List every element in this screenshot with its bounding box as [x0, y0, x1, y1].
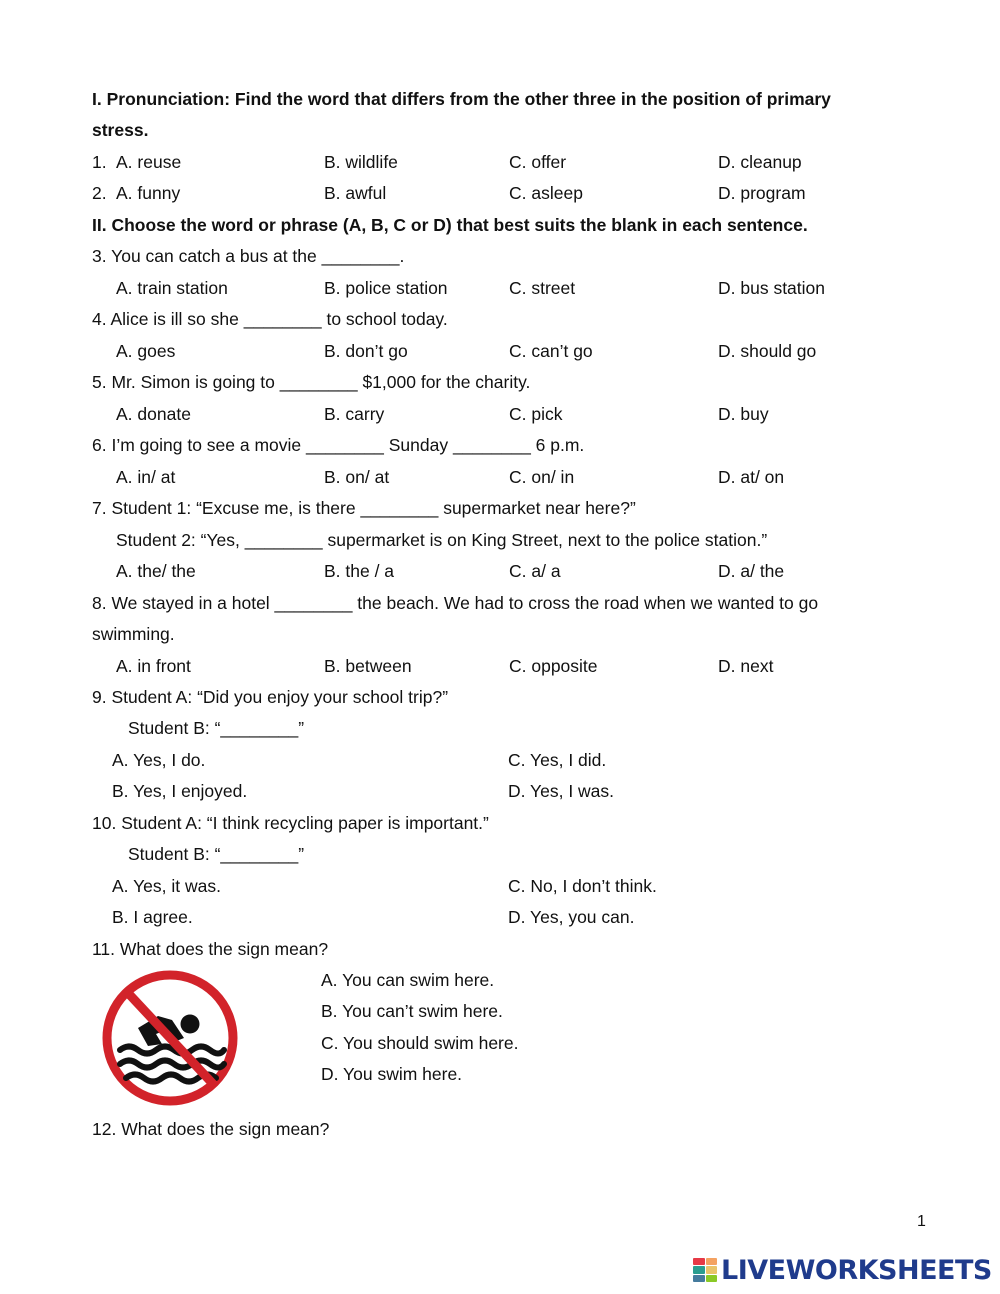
liveworksheets-logo[interactable]	[693, 1252, 992, 1288]
q5-option-b[interactable]: B. carry	[324, 404, 385, 424]
q8-option-c[interactable]: C. opposite	[509, 656, 598, 676]
q11-option-d[interactable]: D. You swim here.	[321, 1064, 463, 1084]
section-2-heading: II. Choose the word or phrase (A, B, C or D) that best suits the blank in each sentence.	[92, 215, 808, 235]
section-1-heading: I. Pronunciation: Find the word that differs from the other three in the position of primary	[92, 89, 831, 109]
question-4-text: 4. Alice is ill so she ________ to school today.	[92, 309, 448, 329]
q8-option-b[interactable]: B. between	[324, 656, 412, 676]
q10-option-b[interactable]: B. I agree.	[112, 907, 193, 927]
q1-option-b[interactable]: B. wildlife	[324, 152, 398, 172]
section-1-heading-cont: stress.	[92, 120, 149, 140]
q2-number: 2.	[92, 183, 107, 203]
q5-option-d[interactable]: D. buy	[718, 404, 769, 424]
question-8-line-1: 8. We stayed in a hotel ________ the beach. We had to cross the road when we wanted to go	[92, 593, 819, 613]
q10-option-c[interactable]: C. No, I don’t think.	[508, 876, 657, 896]
question-6-text: 6. I’m going to see a movie ________ Sunday ________ 6 p.m.	[92, 435, 585, 455]
q10-option-d[interactable]: D. Yes, you can.	[508, 907, 635, 927]
question-9-line-2: Student B: “________”	[128, 718, 305, 738]
liveworksheets-brand-text: LIVEWORKSHEETS	[721, 1254, 992, 1286]
question-10-line-1: 10. Student A: “I think recycling paper is important.”	[92, 813, 489, 833]
q9-option-d[interactable]: D. Yes, I was.	[508, 781, 615, 801]
q6-option-a[interactable]: A. in/ at	[116, 467, 176, 487]
question-9-line-1: 9. Student A: “Did you enjoy your school trip?”	[92, 687, 449, 707]
q3-option-b[interactable]: B. police station	[324, 278, 448, 298]
q6-option-b[interactable]: B. on/ at	[324, 467, 390, 487]
q4-option-b[interactable]: B. don’t go	[324, 341, 408, 361]
question-11-text: 11. What does the sign mean?	[92, 939, 329, 959]
q9-option-c[interactable]: C. Yes, I did.	[508, 750, 607, 770]
q1-number: 1.	[92, 152, 107, 172]
q4-option-a[interactable]: A. goes	[116, 341, 176, 361]
q9-option-a[interactable]: A. Yes, I do.	[112, 750, 206, 770]
q7-option-b[interactable]: B. the / a	[324, 561, 395, 581]
q7-option-a[interactable]: A. the/ the	[116, 561, 196, 581]
q8-option-a[interactable]: A. in front	[116, 656, 191, 676]
q2-option-b[interactable]: B. awful	[324, 183, 387, 203]
q11-option-a[interactable]: A. You can swim here.	[321, 970, 495, 990]
question-12-text: 12. What does the sign mean?	[92, 1119, 330, 1139]
liveworksheets-logo-icon	[693, 1258, 717, 1282]
question-3-text: 3. You can catch a bus at the ________.	[92, 246, 405, 266]
q9-option-b[interactable]: B. Yes, I enjoyed.	[112, 781, 248, 801]
q6-option-d[interactable]: D. at/ on	[718, 467, 785, 487]
q1-option-a[interactable]: A. reuse	[116, 152, 182, 172]
q7-option-d[interactable]: D. a/ the	[718, 561, 785, 581]
q11-option-b[interactable]: B. You can’t swim here.	[321, 1001, 503, 1021]
q1-option-c[interactable]: C. offer	[509, 152, 567, 172]
q2-option-a[interactable]: A. funny	[116, 183, 181, 203]
question-5-text: 5. Mr. Simon is going to ________ $1,000 for the charity.	[92, 372, 531, 392]
no-swimming-icon	[100, 968, 240, 1108]
q2-option-d[interactable]: D. program	[718, 183, 806, 203]
q10-option-a[interactable]: A. Yes, it was.	[112, 876, 221, 896]
q6-option-c[interactable]: C. on/ in	[509, 467, 575, 487]
question-7-line-1: 7. Student 1: “Excuse me, is there ________ supermarket near here?”	[92, 498, 636, 518]
q5-option-c[interactable]: C. pick	[509, 404, 563, 424]
q4-option-c[interactable]: C. can’t go	[509, 341, 593, 361]
question-8-line-2: swimming.	[92, 624, 175, 644]
q4-option-d[interactable]: D. should go	[718, 341, 817, 361]
q8-option-d[interactable]: D. next	[718, 656, 774, 676]
q11-option-c[interactable]: C. You should swim here.	[321, 1033, 519, 1053]
page-number: 1	[917, 1213, 926, 1230]
q3-option-d[interactable]: D. bus station	[718, 278, 825, 298]
q3-option-a[interactable]: A. train station	[116, 278, 228, 298]
question-7-line-2: Student 2: “Yes, ________ supermarket is on King Street, next to the police station.”	[116, 530, 768, 550]
q3-option-c[interactable]: C. street	[509, 278, 576, 298]
q1-option-d[interactable]: D. cleanup	[718, 152, 802, 172]
q2-option-c[interactable]: C. asleep	[509, 183, 583, 203]
question-10-line-2: Student B: “________”	[128, 844, 305, 864]
q5-option-a[interactable]: A. donate	[116, 404, 191, 424]
q7-option-c[interactable]: C. a/ a	[509, 561, 561, 581]
